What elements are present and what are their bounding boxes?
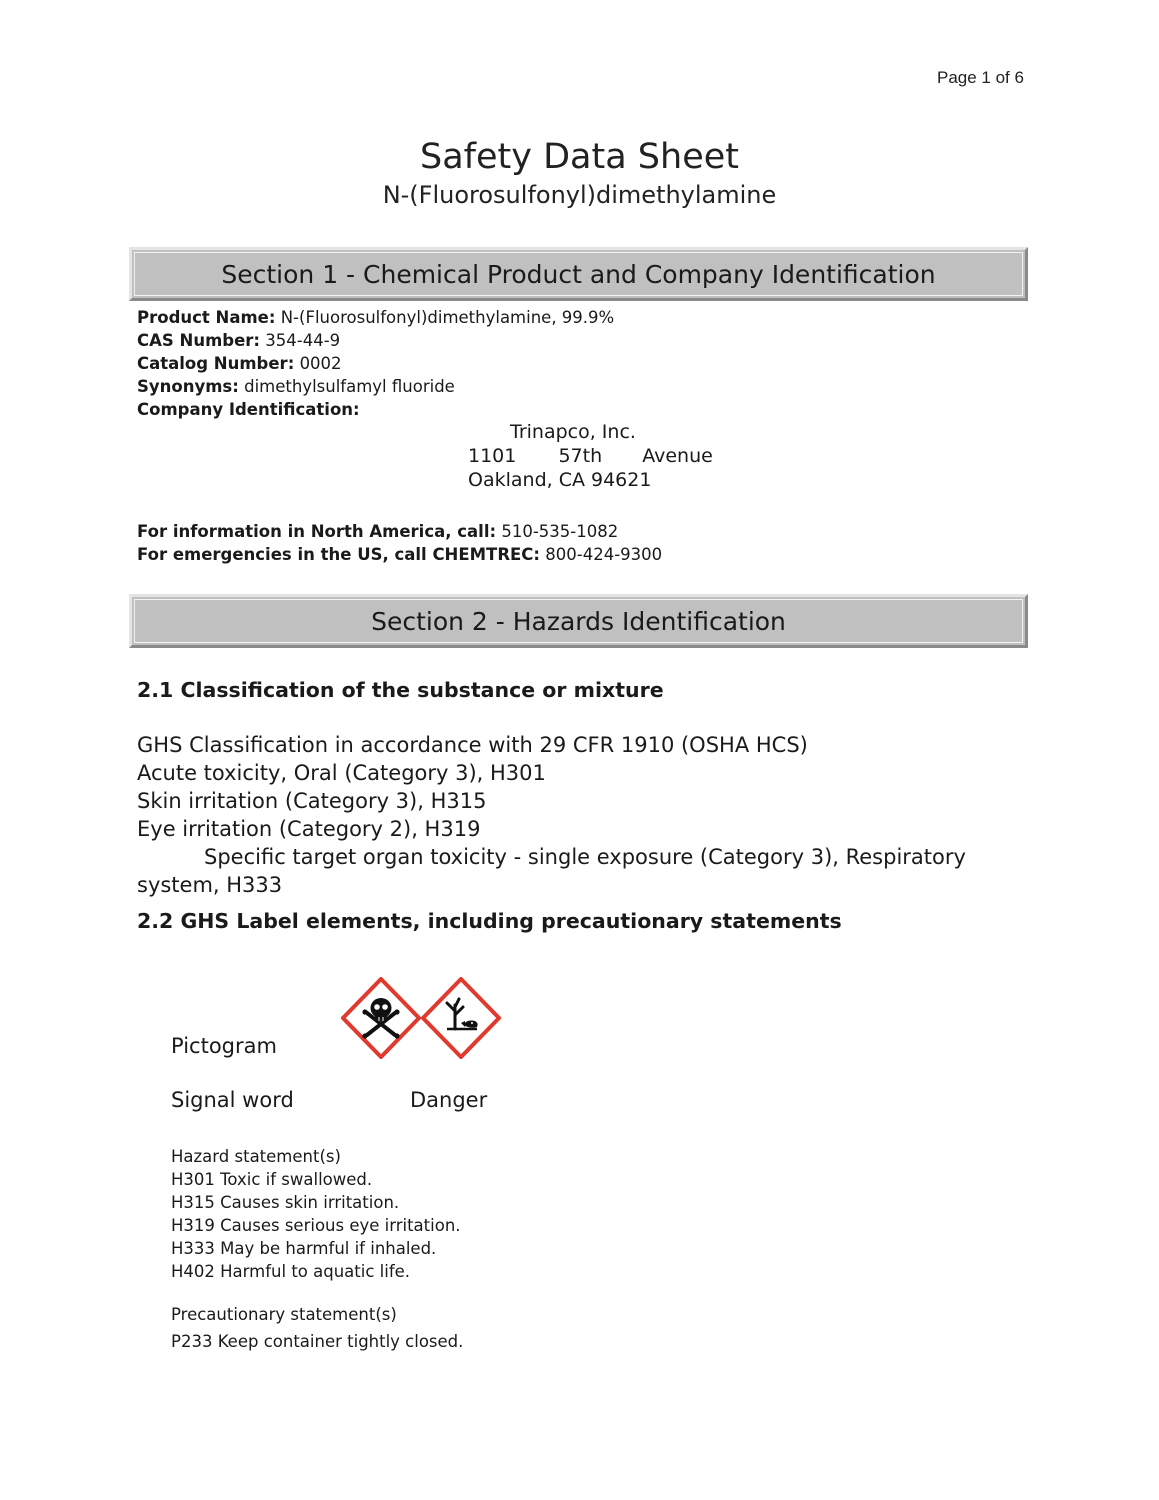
emergency-phone-value: 800-424-9300 [545, 545, 663, 564]
catalog-number-row [137, 352, 614, 375]
ghs-line-stot-continued: system, H333 [137, 873, 283, 897]
catalog-number-label: Catalog Number: [137, 354, 295, 373]
emergency-phone-label: For emergencies in the US, call CHEMTREC: [137, 545, 541, 564]
classification-heading: 2.1 Classification of the substance or mixture [137, 678, 664, 702]
city-line: Oakland, CA 94621 [468, 469, 652, 491]
precautionary-statements-heading: Precautionary statement(s) [171, 1305, 397, 1324]
product-info [137, 306, 614, 421]
info-phone-row [137, 520, 662, 543]
pictogram-group [341, 977, 501, 1059]
ghs-line: Skin irritation (Category 3), H315 [137, 789, 487, 813]
synonyms-row [137, 375, 614, 398]
skull-crossbones-icon [343, 979, 419, 1057]
document-title: Safety Data Sheet [420, 137, 739, 177]
street-type: Avenue [642, 445, 713, 467]
label-elements-heading: 2.2 GHS Label elements, including precautionary statements [137, 909, 842, 933]
environment-hazard-icon [423, 979, 499, 1057]
product-name-label: Product Name: [137, 308, 276, 327]
ghs-line: Eye irritation (Category 2), H319 [137, 817, 481, 841]
precautionary-statements [171, 1303, 463, 1353]
hazard-statement: H319 Causes serious eye irritation. [171, 1216, 461, 1235]
precautionary-statement: P233 Keep container tightly closed. [171, 1332, 464, 1351]
street-address [468, 444, 713, 468]
hazard-statement: H301 Toxic if swallowed. [171, 1170, 373, 1189]
section-2-heading: Section 2 - Hazards Identification [371, 606, 786, 636]
pictogram-label: Pictogram [171, 1034, 277, 1058]
signal-word-label: Signal word [171, 1088, 294, 1112]
cas-number-value: 354-44-9 [265, 331, 341, 350]
synonyms-label: Synonyms: [137, 377, 239, 396]
info-phone-value: 510-535-1082 [501, 522, 619, 541]
ghs-line: Acute toxicity, Oral (Category 3), H301 [137, 761, 546, 785]
street-name: 57th [558, 445, 603, 467]
info-phone-label: For information in North America, call: [137, 522, 497, 541]
street-number: 1101 [468, 445, 517, 467]
ghs-line-stot: Specific target organ toxicity - single exposure (Category 3), Respiratory [204, 845, 966, 869]
catalog-number-value: 0002 [299, 354, 342, 373]
section-1-heading: Section 1 - Chemical Product and Company Identification [221, 259, 936, 289]
cas-number-label: CAS Number: [137, 331, 260, 350]
contact-info [137, 520, 662, 566]
hazard-statements [171, 1145, 461, 1283]
hazard-statement: H333 May be harmful if inhaled. [171, 1239, 437, 1258]
synonyms-value: dimethylsulfamyl fluoride [244, 377, 455, 396]
document-subtitle: N-(Fluorosulfonyl)dimethylamine [382, 181, 777, 209]
ghs-line: GHS Classification in accordance with 29 CFR 1910 (OSHA HCS) [137, 733, 808, 757]
hazard-statements-heading: Hazard statement(s) [171, 1147, 341, 1166]
hazard-statement: H315 Causes skin irritation. [171, 1193, 400, 1212]
company-identification-label: Company Identification: [137, 400, 360, 419]
company-name: Trinapco, Inc. [510, 421, 636, 443]
section-1-header [129, 247, 1028, 301]
emergency-phone-row [137, 543, 662, 566]
cas-number-row [137, 329, 614, 352]
hazard-statement: H402 Harmful to aquatic life. [171, 1262, 411, 1281]
page-number: Page 1 of 6 [937, 68, 1024, 87]
signal-word-value: Danger [410, 1088, 488, 1112]
product-name-row [137, 306, 614, 329]
section-2-header [129, 594, 1028, 648]
product-name-value: N-(Fluorosulfonyl)dimethylamine, 99.9% [280, 308, 615, 327]
ghs-classification [137, 731, 1027, 899]
